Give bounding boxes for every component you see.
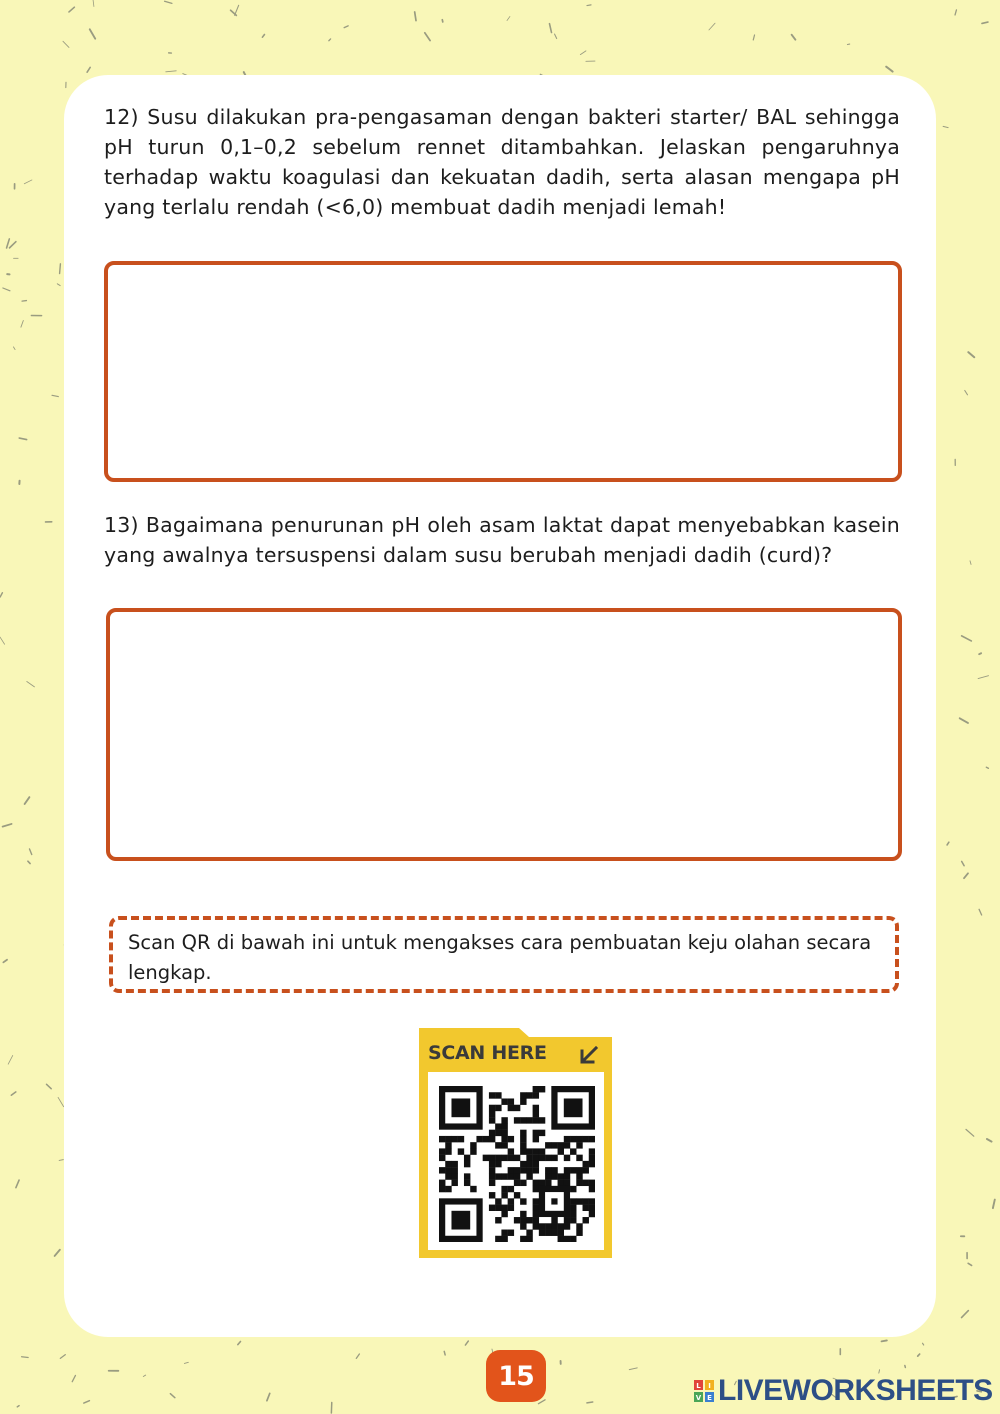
answer-13-field[interactable] (106, 608, 902, 861)
page-number-badge: 15 (486, 1350, 546, 1402)
liveworksheets-logo (694, 1374, 993, 1408)
answer-12-field[interactable] (104, 261, 902, 482)
logo-letter-i: I (708, 1382, 711, 1390)
logo-letter-l: L (696, 1382, 701, 1390)
qr-code (439, 1086, 595, 1242)
logo-letter-v: V (695, 1394, 702, 1402)
qr-block[interactable] (419, 1028, 612, 1258)
scan-note: Scan QR di bawah ini untuk mengakses cara pembuatan keju olahan secara lengkap. (109, 916, 899, 993)
scan-here-label: SCAN HERE (428, 1042, 547, 1064)
arrow-down-left-icon (578, 1044, 600, 1066)
liveworksheets-wordmark: LIVEWORKSHEETS (718, 1374, 993, 1407)
question-12-text: 12) Susu dilakukan pra-pengasaman dengan bakteri starter/ BAL sehingga pH turun 0,1–0,2 sebelum rennet ditambahkan. Jelaskan pengaruhnya terhadap waktu koagulasi dan kekuatan dadih, serta alasan mengapa pH yang terlalu rendah (<6,0) membuat dadih menjadi lemah! (104, 105, 900, 219)
question-13-text: 13) Bagaimana penurunan pH oleh asam laktat dapat menyebabkan kasein yang awalnya tersuspensi dalam susu berubah menjadi dadih (curd)? (104, 513, 900, 567)
liveworksheets-logo-icon (694, 1380, 714, 1402)
logo-letter-e: E (707, 1394, 712, 1402)
